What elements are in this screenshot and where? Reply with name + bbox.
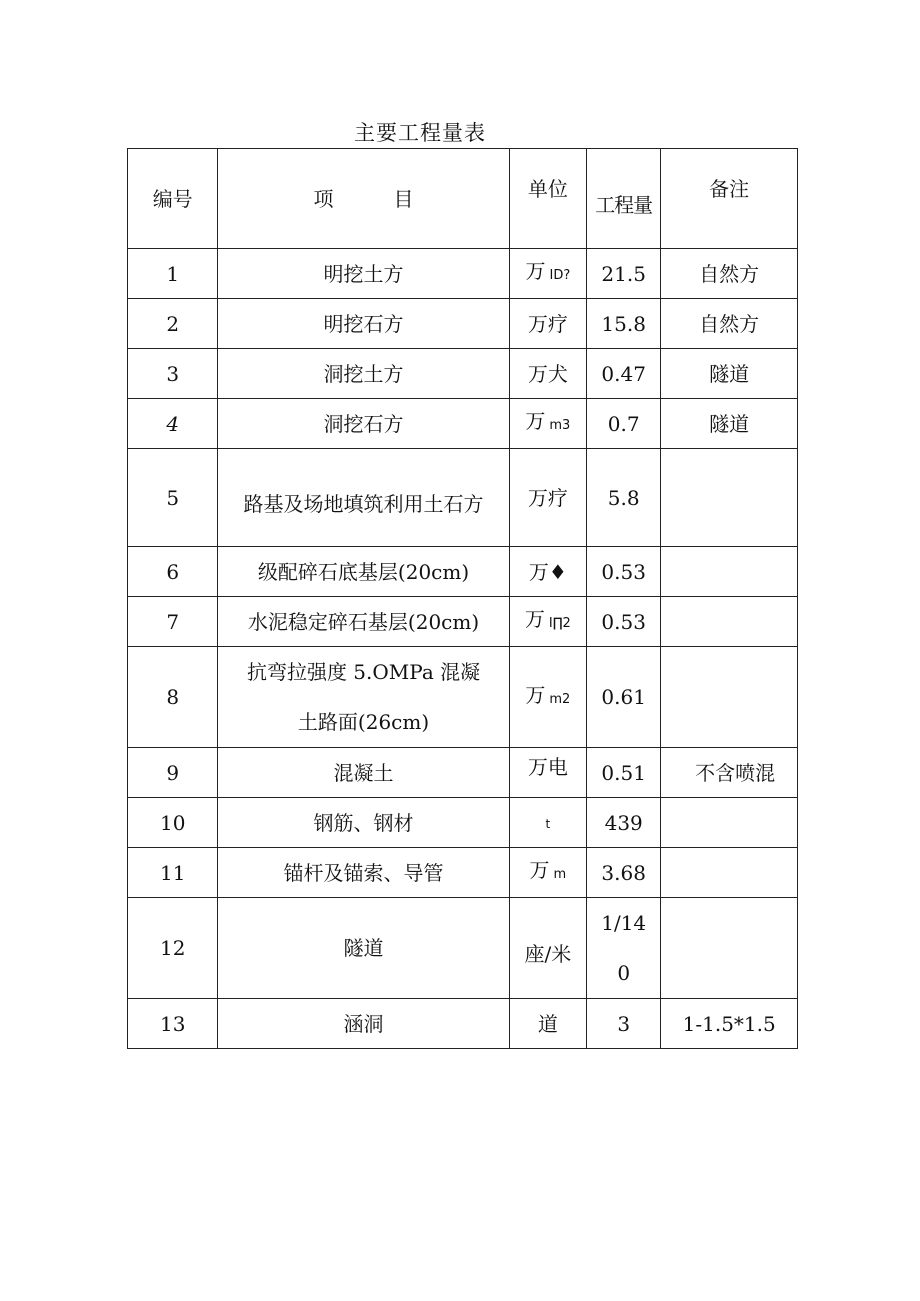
cell-no: 6 — [128, 547, 218, 597]
cell-note — [661, 597, 798, 647]
cell-note — [661, 848, 798, 898]
cell-note: 不含喷混 — [661, 748, 798, 798]
cell-no: 2 — [128, 299, 218, 349]
cell-no: 4 — [128, 399, 218, 449]
quantity-table — [127, 148, 798, 1049]
cell-qty: 0.51 — [587, 748, 661, 798]
header-qty: 工程量 — [587, 149, 661, 249]
table-row — [128, 249, 798, 299]
header-item: 项 目 — [218, 149, 509, 249]
cell-item-line: 土路面(26cm) — [297, 710, 430, 734]
table-row — [128, 547, 798, 597]
table-row — [128, 647, 798, 748]
cell-no: 12 — [128, 898, 218, 999]
cell-note — [661, 798, 798, 848]
cell-item: 级配碎石底基层(20cm) — [218, 547, 509, 597]
cell-unit: 座/米 — [509, 898, 586, 999]
cell-item: 洞挖石方 — [218, 399, 509, 449]
cell-unit: 万♦ — [509, 547, 586, 597]
cell-item: 路基及场地填筑利用土石方 — [218, 449, 509, 547]
table-row — [128, 748, 798, 798]
table-row — [128, 399, 798, 449]
cell-no: 8 — [128, 647, 218, 748]
cell-note — [661, 449, 798, 547]
cell-qty: 0.53 — [587, 547, 661, 597]
cell-qty: 5.8 — [587, 449, 661, 547]
table-row — [128, 597, 798, 647]
cell-no: 10 — [128, 798, 218, 848]
cell-item — [218, 647, 509, 748]
cell-unit: 万 m2 — [509, 647, 586, 748]
table-row — [128, 449, 798, 547]
cell-unit: 万 m3 — [509, 399, 586, 449]
cell-qty-line: 1/14 — [601, 911, 647, 935]
cell-no: 13 — [128, 999, 218, 1049]
table-row — [128, 349, 798, 399]
cell-qty — [587, 898, 661, 999]
cell-note — [661, 647, 798, 748]
cell-no: 11 — [128, 848, 218, 898]
cell-unit: 万 I∏2 — [509, 597, 586, 647]
cell-qty-line: 0 — [617, 961, 631, 985]
cell-no: 5 — [128, 449, 218, 547]
header-no: 编号 — [128, 149, 218, 249]
table-row — [128, 848, 798, 898]
cell-item: 钢筋、钢材 — [218, 798, 509, 848]
cell-unit: t — [509, 798, 586, 848]
header-row — [128, 149, 798, 249]
cell-no: 9 — [128, 748, 218, 798]
cell-note — [661, 547, 798, 597]
cell-unit: 道 — [509, 999, 586, 1049]
cell-unit: 万 m — [509, 848, 586, 898]
cell-unit: 万犬 — [509, 349, 586, 399]
cell-qty: 0.53 — [587, 597, 661, 647]
cell-no: 3 — [128, 349, 218, 399]
table-row — [128, 898, 798, 999]
cell-note — [661, 898, 798, 999]
cell-unit: 万 ID? — [509, 249, 586, 299]
cell-qty: 21.5 — [587, 249, 661, 299]
cell-unit: 万疗 — [509, 299, 586, 349]
cell-note: 1-1.5*1.5 — [661, 999, 798, 1049]
cell-qty: 0.47 — [587, 349, 661, 399]
cell-qty: 439 — [587, 798, 661, 848]
header-unit: 单位 — [509, 149, 586, 249]
cell-item: 锚杆及锚索、导管 — [218, 848, 509, 898]
cell-item: 洞挖土方 — [218, 349, 509, 399]
cell-item: 水泥稳定碎石基层(20cm) — [218, 597, 509, 647]
table-row — [128, 299, 798, 349]
cell-unit: 万电 — [509, 748, 586, 798]
table-row — [128, 798, 798, 848]
header-note: 备注 — [661, 149, 798, 249]
cell-item: 涵洞 — [218, 999, 509, 1049]
cell-qty: 15.8 — [587, 299, 661, 349]
cell-qty: 3.68 — [587, 848, 661, 898]
cell-note: 隧道 — [661, 349, 798, 399]
table-row — [128, 999, 798, 1049]
cell-qty: 0.7 — [587, 399, 661, 449]
cell-item: 隧道 — [218, 898, 509, 999]
cell-unit: 万疗 — [509, 449, 586, 547]
cell-qty: 3 — [587, 999, 661, 1049]
cell-item: 明挖土方 — [218, 249, 509, 299]
cell-no: 7 — [128, 597, 218, 647]
cell-no: 1 — [128, 249, 218, 299]
cell-item: 明挖石方 — [218, 299, 509, 349]
cell-note: 自然方 — [661, 299, 798, 349]
cell-note: 自然方 — [661, 249, 798, 299]
cell-item-line: 抗弯拉强度 5.OMPa 混凝 — [246, 660, 481, 684]
table-title: 主要工程量表 — [354, 121, 486, 145]
cell-item: 混凝土 — [218, 748, 509, 798]
cell-qty: 0.61 — [587, 647, 661, 748]
cell-note: 隧道 — [661, 399, 798, 449]
